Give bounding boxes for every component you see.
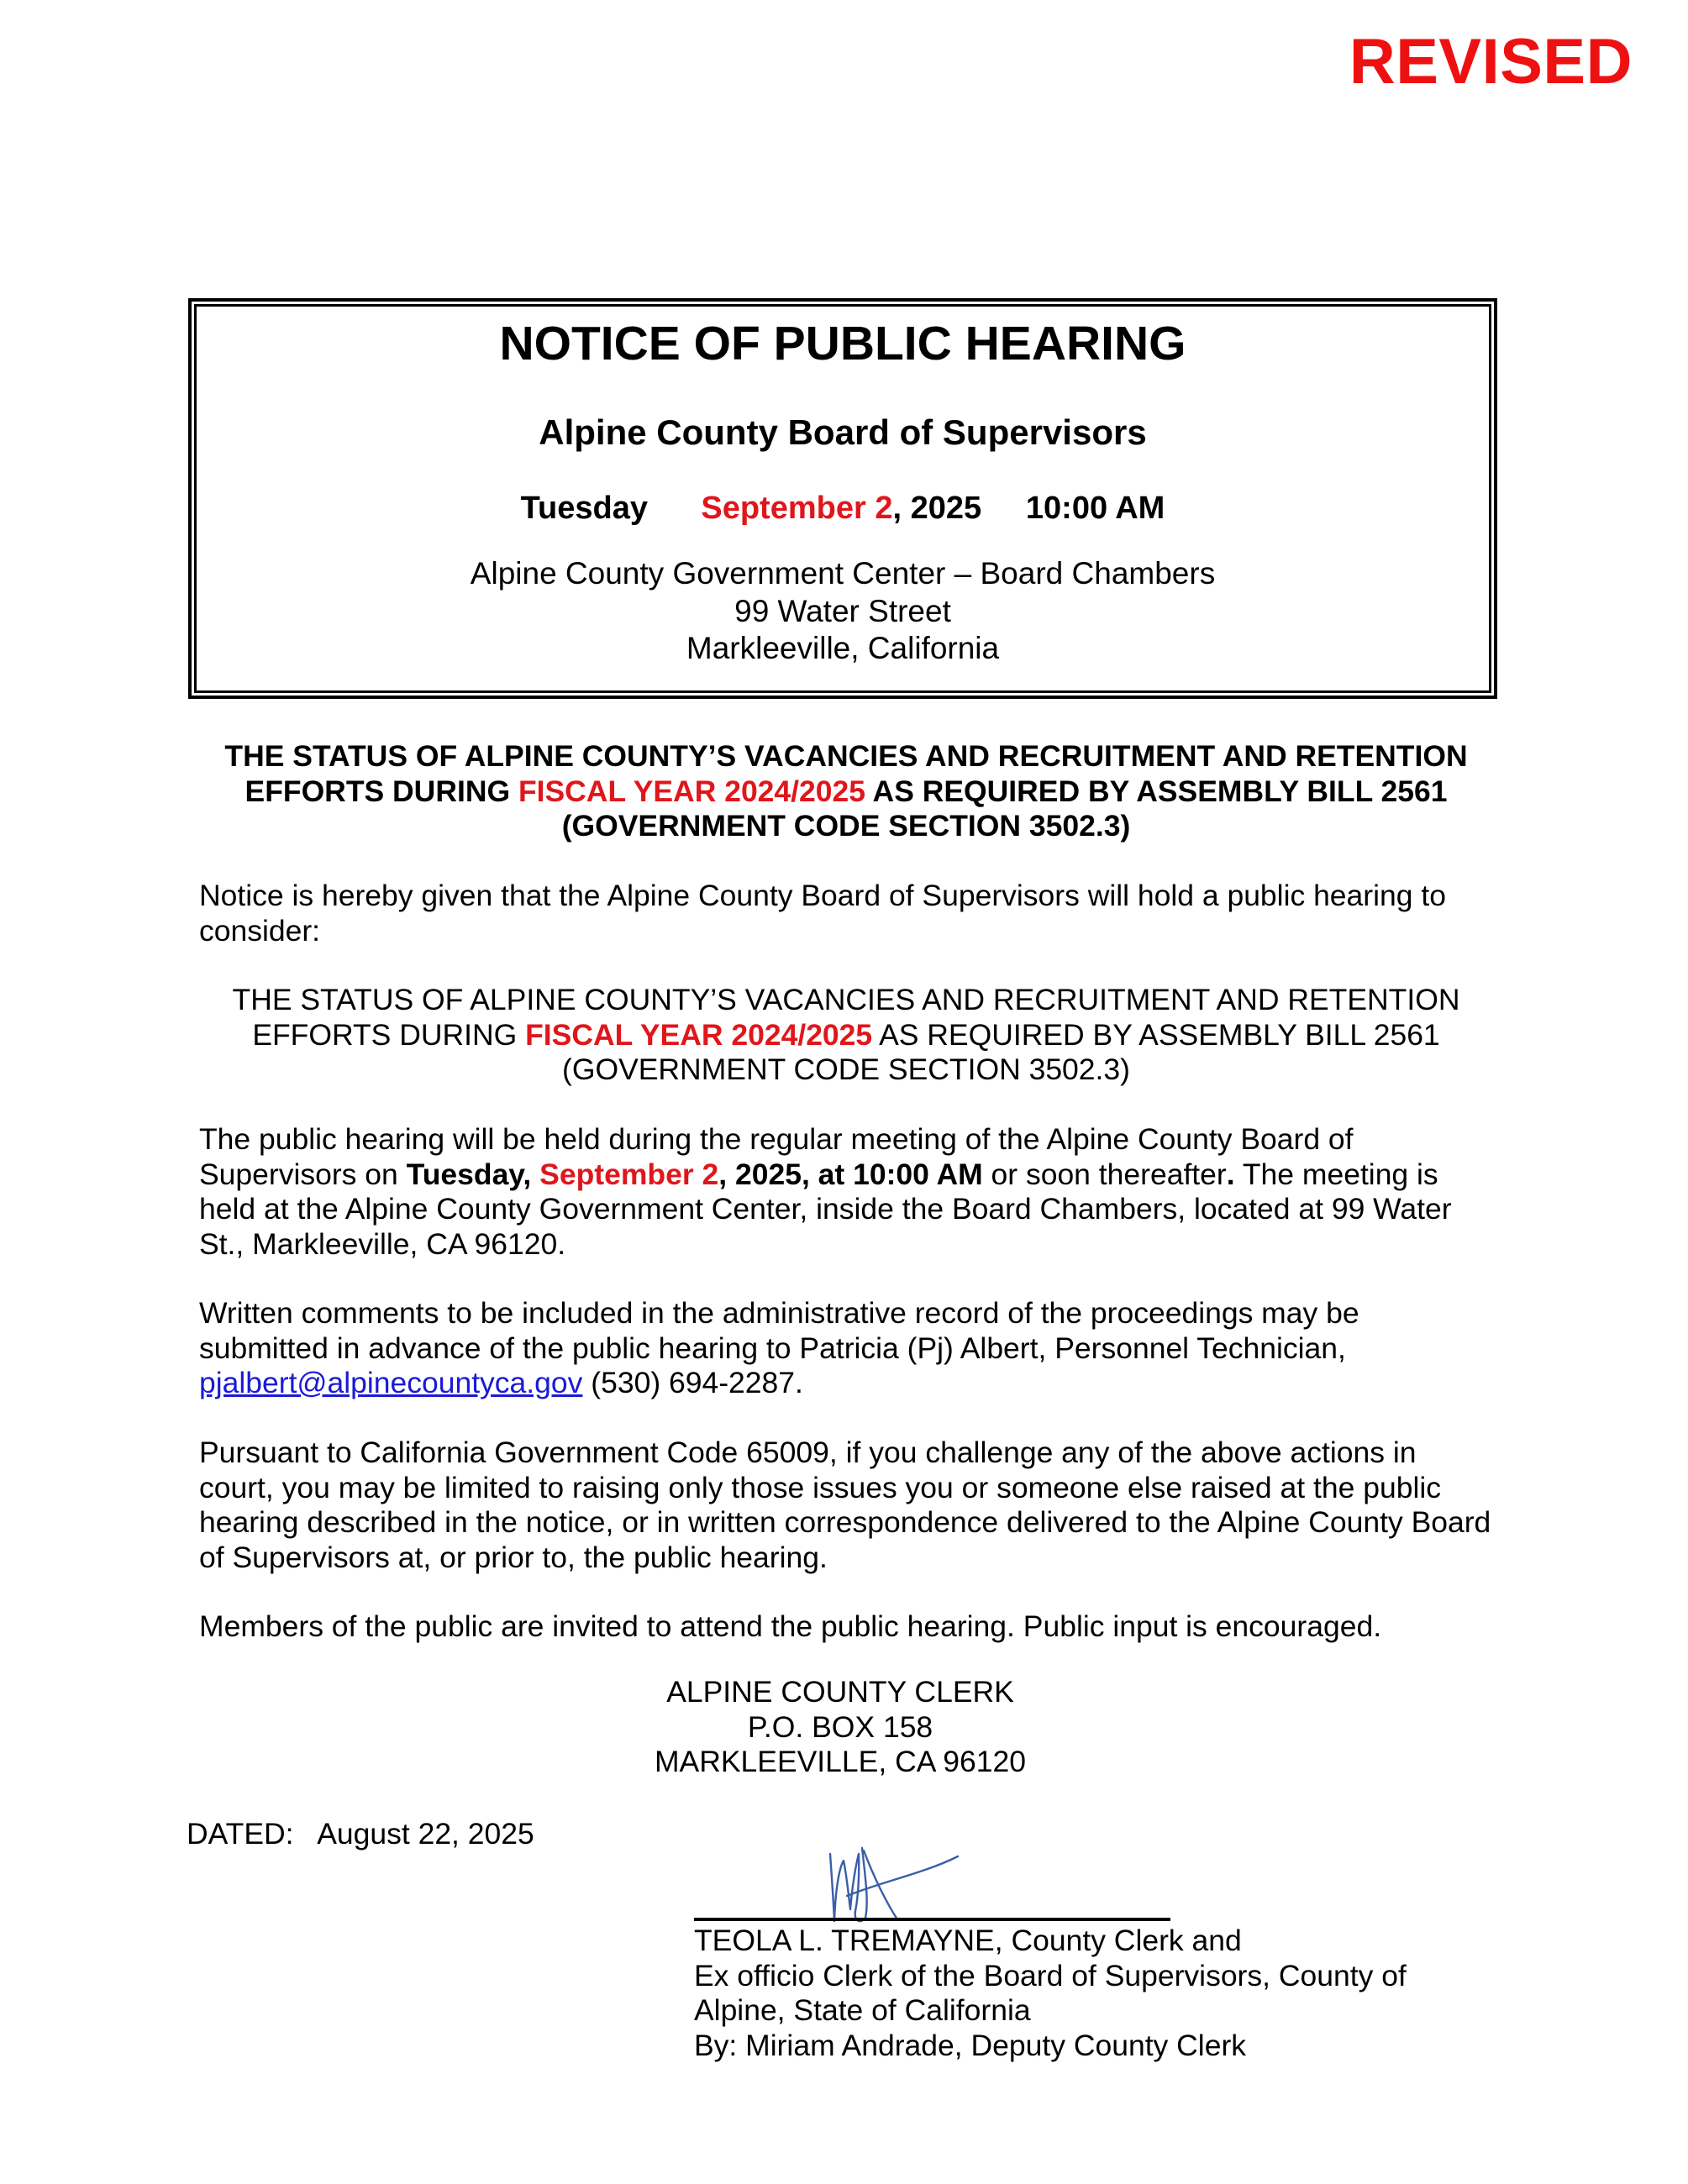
- signer-line: Alpine, State of California: [694, 1993, 1031, 2027]
- address-line: 99 Water Street: [734, 593, 951, 628]
- subject-heading-line: THE STATUS OF ALPINE COUNTY’S VACANCIES AND RECRUITMENT AND RETENTION: [224, 739, 1468, 773]
- notice-paragraph: Notice is hereby given that the Alpine County Board of Supervisors will hold a public hearing to consider:: [199, 879, 1446, 948]
- meeting-time: 10:00 AM: [1025, 491, 1165, 526]
- fiscal-year-highlight: FISCAL YEAR 2024/2025: [525, 1017, 873, 1052]
- meeting-datetime: [197, 487, 1489, 529]
- hearing-info-box-inner: [194, 304, 1491, 693]
- hearing-text: The meeting is held at the Alpine County Government Center, inside the Board Chambers, located at 99 Water St., Markleeville, CA 96120.: [199, 1157, 1452, 1261]
- subject-text: AS REQUIRED BY ASSEMBLY BILL 2561: [865, 774, 1448, 808]
- repeated-subject: [199, 983, 1493, 1088]
- revised-stamp: REVISED: [1349, 26, 1633, 97]
- clerk-address-line: P.O. BOX 158: [747, 1709, 933, 1744]
- fiscal-year-highlight: FISCAL YEAR 2024/2025: [518, 774, 866, 808]
- meeting-day: Tuesday: [520, 491, 648, 526]
- hearing-period: .: [1226, 1157, 1235, 1191]
- signer-line: TEOLA L. TREMAYNE, County Clerk and: [694, 1924, 1242, 1957]
- subject-text: EFFORTS DURING: [252, 1017, 526, 1052]
- meeting-address: [197, 555, 1489, 668]
- signer-line: By: Miriam Andrade, Deputy County Clerk: [694, 2028, 1247, 2062]
- hearing-text: or soon thereafter: [982, 1157, 1227, 1191]
- hearing-paragraph: [199, 1122, 1493, 1262]
- clerk-address-line: ALPINE COUNTY CLERK: [666, 1675, 1014, 1709]
- clerk-address: [588, 1675, 1092, 1780]
- handwritten-signature: [807, 1844, 1025, 1928]
- dated-value: August 22, 2025: [317, 1817, 534, 1851]
- comments-paragraph: [199, 1296, 1493, 1401]
- subject-heading: [199, 739, 1493, 844]
- meeting-date: September 2: [701, 491, 893, 526]
- comments-text: Written comments to be included in the administrative record of the proceedings may be submitted in advance of the public hearing to Patricia (Pj) Albert, Personnel Technician,: [199, 1296, 1359, 1365]
- repeated-subject-line: THE STATUS OF ALPINE COUNTY’S VACANCIES AND RECRUITMENT AND RETENTION: [232, 983, 1460, 1016]
- clerk-address-line: MARKLEEVILLE, CA 96120: [654, 1745, 1027, 1778]
- dated-line: [187, 1817, 534, 1852]
- invite-paragraph: Members of the public are invited to attend the public hearing. Public input is encouraged.: [199, 1609, 1382, 1643]
- dated-label: DATED:: [187, 1817, 294, 1851]
- signer-block: [694, 1924, 1484, 2063]
- legal-paragraph: Pursuant to California Government Code 65009, if you challenge any of the above actions in court, you may be limited to raising only those issues you or someone else raised at the public hearing described in the notice, or in written correspondence delivered to the Alpine County Board of Supervisors at, or prior to, the public hearing.: [199, 1436, 1491, 1574]
- hearing-info-box: [188, 298, 1497, 699]
- email-link[interactable]: pjalbert@alpinecountyca.gov: [199, 1366, 583, 1399]
- signature-line: [694, 1918, 1170, 1921]
- address-line: Alpine County Government Center – Board Chambers: [470, 556, 1216, 591]
- hearing-day: Tuesday,: [406, 1157, 540, 1191]
- comments-phone: (530) 694-2287.: [582, 1366, 803, 1399]
- subject-text: AS REQUIRED BY ASSEMBLY BILL 2561: [872, 1017, 1440, 1052]
- board-name: Alpine County Board of Supervisors: [539, 412, 1147, 452]
- signer-line: Ex officio Clerk of the Board of Supervisors, County of: [694, 1958, 1407, 1992]
- repeated-subject-line: [199, 1018, 1493, 1053]
- subject-heading-line: (GOVERNMENT CODE SECTION 3502.3): [561, 809, 1131, 843]
- meeting-year: , 2025: [892, 491, 982, 526]
- hearing-year-time: , 2025, at 10:00 AM: [718, 1157, 983, 1191]
- subject-text: EFFORTS DURING: [245, 774, 518, 808]
- subject-heading-line: [199, 774, 1493, 810]
- repeated-subject-line: (GOVERNMENT CODE SECTION 3502.3): [562, 1053, 1130, 1086]
- notice-title: NOTICE OF PUBLIC HEARING: [499, 317, 1186, 370]
- address-line: Markleeville, California: [686, 631, 1000, 665]
- signature-stroke: [830, 1848, 958, 1921]
- hearing-text: The public hearing will be held during the regular meeting of the Alpine County Board of Supervisors on: [199, 1122, 1354, 1191]
- hearing-date: September 2: [539, 1157, 719, 1191]
